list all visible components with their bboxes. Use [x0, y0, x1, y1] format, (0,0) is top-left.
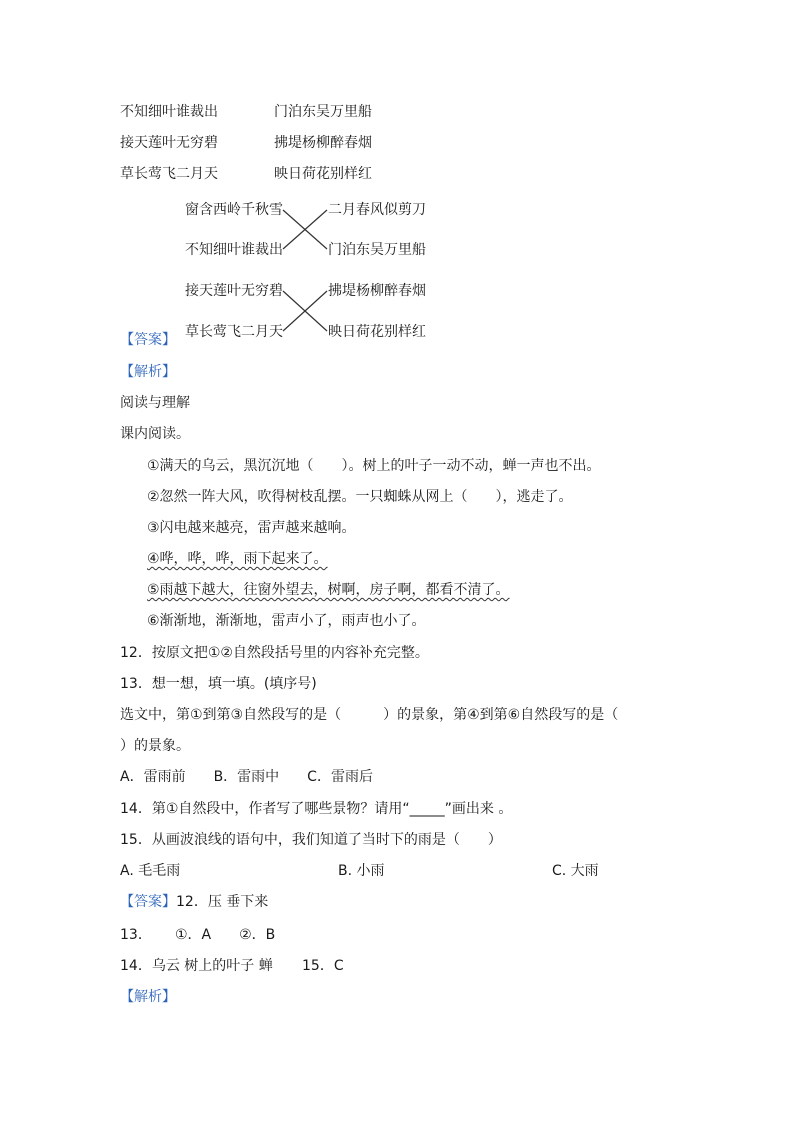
analysis-tag: 【解析】 [120, 364, 176, 380]
answer-14: 14．乌云 树上的叶子 蝉 [120, 958, 273, 974]
match-left-3: 接天莲叶无穷碧 [185, 283, 283, 299]
analysis-tag-2: 【解析】 [120, 989, 176, 1005]
question-13: 13．想一想，填一填。(填序号) [120, 676, 317, 692]
question-15-option-c: C. 大雨 [552, 863, 599, 879]
match-right-3: 拂堤杨柳醉春烟 [328, 283, 426, 299]
question-13-body-1: 选文中，第①到第③自然段写的是（ ）的景象，第④到第⑥自然段写的是（ [120, 707, 619, 723]
answer-13-number: 13． [120, 927, 152, 943]
paragraph-3: ③闪电越来越亮，雷声越来越响。 [147, 520, 356, 536]
pair-right-1: 门泊东吴万里船 [274, 104, 372, 120]
pair-right-2: 拂堤杨柳醉春烟 [274, 135, 372, 151]
matching-connectors [0, 0, 794, 360]
answer-13-items: ①．A ②．B [175, 927, 276, 943]
answer-12: 12．压 垂下来 [176, 894, 269, 910]
question-15-option-a: A. 毛毛雨 [120, 863, 181, 879]
pair-left-2: 接天莲叶无穷碧 [120, 135, 218, 151]
match-right-1: 二月春风似剪刀 [328, 202, 426, 218]
pair-right-3: 映日荷花别样红 [274, 166, 372, 182]
answer-15: 15．C [302, 958, 344, 974]
match-left-1: 窗含西岭千秋雪 [185, 202, 283, 218]
match-right-4: 映日荷花别样红 [328, 324, 426, 340]
question-13-options: A．雷雨前 B．雷雨中 C．雷雨后 [120, 769, 373, 785]
section-subtitle: 课内阅读。 [120, 426, 190, 442]
pair-left-3: 草长莺飞二月天 [120, 166, 218, 182]
paragraph-1: ①满天的乌云，黑沉沉地（ ）。树上的叶子一动不动，蝉一声也不出。 [147, 458, 601, 474]
question-15-option-b: B. 小雨 [338, 863, 385, 879]
question-12: 12．按原文把①②自然段括号里的内容补充完整。 [120, 645, 429, 661]
paragraph-4: ④哗，哗，哗，雨下起来了。 [147, 551, 328, 567]
paragraph-2: ②忽然一阵大风，吹得树枝乱摆。一只蜘蛛从网上（ ），逃走了。 [147, 489, 573, 505]
section-title: 阅读与理解 [120, 395, 190, 411]
paragraph-6: ⑥渐渐地，渐渐地，雷声小了，雨声也小了。 [147, 613, 426, 629]
answer-tag-2: 【答案】 [120, 894, 176, 910]
question-15: 15．从画波浪线的语句中，我们知道了当时下的雨是（ ） [120, 832, 502, 848]
paragraph-5: ⑤雨越下越大，往窗外望去，树啊，房子啊，都看不清了。 [147, 582, 510, 598]
answer-tag: 【答案】 [120, 332, 176, 348]
question-13-body-2: ）的景象。 [120, 738, 190, 754]
pair-left-1: 不知细叶谁裁出 [120, 104, 218, 120]
match-left-2: 不知细叶谁裁出 [185, 242, 283, 258]
match-right-2: 门泊东吴万里船 [328, 242, 426, 258]
question-14: 14．第①自然段中，作者写了哪些景物？请用“_____”画出来 。 [120, 801, 513, 817]
match-left-4: 草长莺飞二月天 [185, 324, 283, 340]
